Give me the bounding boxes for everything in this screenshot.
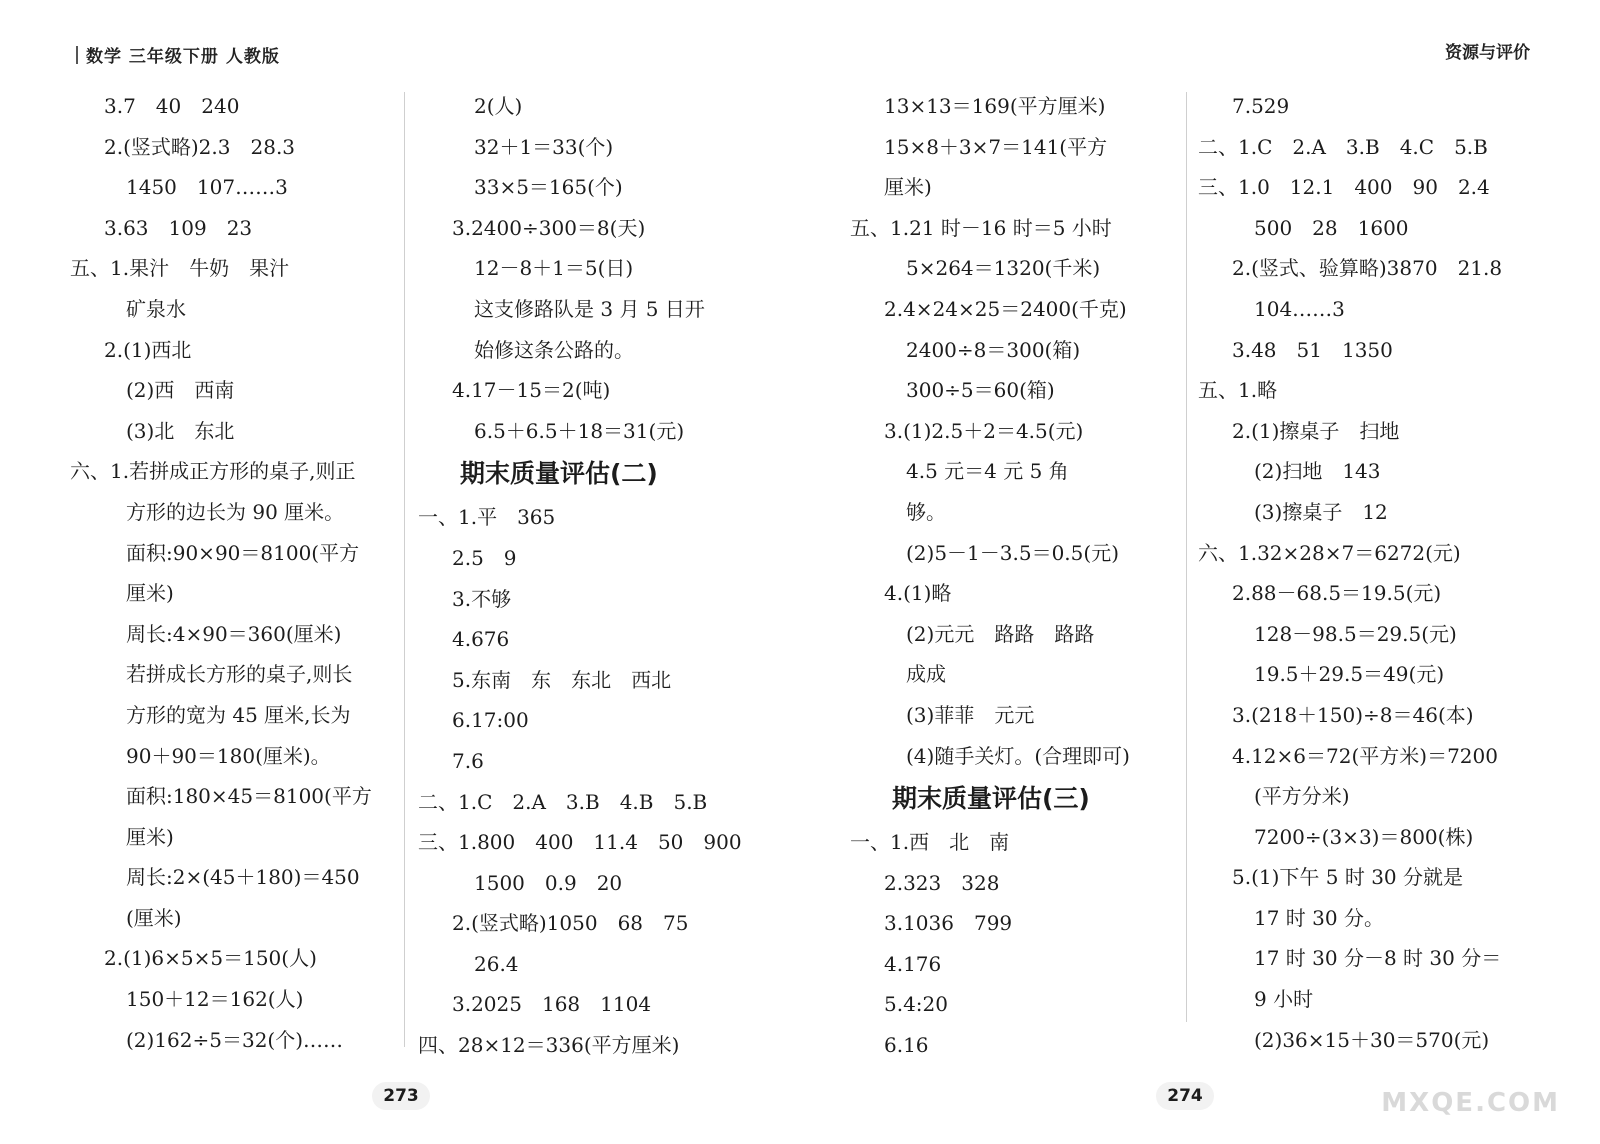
answer-line: (2)5－1－3.5＝0.5(元): [906, 540, 1119, 565]
answer-line: (4)随手关灯。(合理即可): [906, 743, 1130, 768]
answer-line: 2.(竖式略)1050 68 75: [452, 911, 689, 936]
column-divider: [1186, 92, 1187, 1022]
answer-line: 一、1.西 北 南: [850, 830, 1010, 855]
answer-line: 5.东南 东 东北 西北: [452, 667, 672, 692]
answer-line: (厘米): [126, 905, 182, 930]
answer-line: (平方分米): [1254, 784, 1350, 809]
answer-line: 周长:4×90＝360(厘米): [126, 621, 342, 646]
answer-line: 2.5 9: [452, 545, 517, 570]
answer-line: 五、1.果汁 牛奶 果汁: [70, 256, 290, 281]
answer-line: 9 小时: [1254, 987, 1314, 1012]
answer-line: 2.4×24×25＝2400(千克): [884, 296, 1127, 321]
answer-line: 17 时 30 分－8 时 30 分＝: [1254, 946, 1502, 971]
answer-line: 方形的边长为 90 厘米。: [126, 499, 345, 524]
answer-line: 三、1.0 12.1 400 90 2.4: [1198, 175, 1490, 200]
column-divider: [404, 92, 405, 1047]
answer-line: 7.529: [1232, 94, 1290, 118]
answer-column-4: [1198, 86, 1558, 1060]
answer-line: 6.5＋6.5＋18＝31(元): [474, 418, 685, 443]
answer-line: 矿泉水: [126, 296, 186, 321]
answer-line: 始修这条公路的。: [474, 337, 634, 362]
answer-line: 6.17:00: [452, 708, 529, 733]
header-bar: [76, 46, 78, 64]
answer-line: 3.2400÷300＝8(天): [452, 215, 646, 240]
watermark: MXQE.COM: [1381, 1088, 1560, 1118]
answer-column-3: [850, 86, 1180, 1066]
answer-line: 300÷5＝60(箱): [906, 378, 1055, 403]
answer-line: 150＋12＝162(人): [126, 987, 304, 1012]
answer-line: 厘米): [126, 581, 174, 606]
answer-line: 五、1.略: [1198, 378, 1278, 403]
answer-line: 2400÷8＝300(箱): [906, 337, 1081, 362]
answer-line: 15×8＋3×7＝141(平方: [884, 134, 1108, 159]
answer-line: 17 时 30 分。: [1254, 905, 1384, 930]
answer-line: 若拼成长方形的桌子,则长: [126, 662, 353, 687]
page-number-right: 274: [1156, 1082, 1214, 1110]
section-title: 期末质量评估(三): [892, 784, 1090, 814]
page-number-left: 273: [372, 1082, 430, 1110]
answer-line: 2.323 328: [884, 870, 1000, 895]
answer-line: (2)扫地 143: [1254, 459, 1381, 484]
answer-line: 7.6: [452, 748, 484, 773]
answer-line: 四、28×12＝336(平方厘米): [418, 1033, 680, 1058]
answer-line: (2)162÷5＝32(个)……: [126, 1027, 344, 1052]
answer-line: 2.(竖式略)2.3 28.3: [104, 134, 296, 159]
answer-line: (2)36×15＋30＝570(元): [1254, 1027, 1490, 1052]
answer-line: 够。: [906, 499, 946, 524]
answer-line: (3)擦桌子 12: [1254, 499, 1388, 524]
answer-line: 32＋1＝33(个): [474, 134, 614, 159]
answer-line: 六、1.32×28×7＝6272(元): [1198, 540, 1461, 565]
answer-column-1: [70, 86, 400, 1060]
answer-column-2: [418, 86, 758, 1066]
answer-line: 2(人): [474, 94, 523, 118]
right-page: [800, 0, 1600, 1144]
answer-line: 104……3: [1254, 296, 1345, 321]
answer-line: 13×13＝169(平方厘米): [884, 94, 1106, 118]
answer-line: 3.1036 799: [884, 911, 1013, 936]
right-header-title: 资源与评价: [1445, 43, 1530, 63]
answer-line: (2)元元 路路 路路: [906, 621, 1095, 646]
answer-line: 19.5＋29.5＝49(元): [1254, 662, 1445, 687]
answer-line: (2)西 西南: [126, 378, 235, 403]
answer-line: 2.(竖式、验算略)3870 21.8: [1232, 256, 1503, 281]
answer-line: 3.(1)2.5＋2＝4.5(元): [884, 418, 1084, 443]
answer-line: 2.(1)6×5×5＝150(人): [104, 946, 317, 971]
answer-line: 128－98.5＝29.5(元): [1254, 621, 1457, 646]
answer-line: 周长:2×(45＋180)＝450: [126, 865, 360, 890]
answer-line: 4.676: [452, 627, 510, 652]
answer-line: 6.16: [884, 1033, 929, 1058]
answer-line: 方形的宽为 45 厘米,长为: [126, 702, 351, 727]
answer-line: 4.(1)略: [884, 581, 952, 606]
answer-line: 3.7 40 240: [104, 94, 240, 118]
answer-line: 二、1.C 2.A 3.B 4.C 5.B: [1198, 134, 1488, 159]
answer-line: 4.12×6＝72(平方米)＝7200: [1232, 743, 1498, 768]
answer-line: 3.不够: [452, 586, 512, 611]
answer-line: 7200÷(3×3)＝800(株): [1254, 824, 1474, 849]
answer-line: (3)菲菲 元元: [906, 702, 1035, 727]
answer-line: 26.4: [474, 951, 519, 976]
answer-line: 五、1.21 时－16 时＝5 小时: [850, 215, 1112, 240]
answer-line: 90＋90＝180(厘米)。: [126, 743, 331, 768]
answer-line: 5.(1)下午 5 时 30 分就是: [1232, 865, 1464, 890]
answer-line: 三、1.800 400 11.4 50 900: [418, 830, 742, 855]
answer-line: 3.48 51 1350: [1232, 337, 1393, 362]
answer-line: 1500 0.9 20: [474, 870, 623, 895]
answer-line: 面积:90×90＝8100(平方: [126, 540, 360, 565]
answer-line: 4.5 元＝4 元 5 角: [906, 459, 1069, 484]
answer-line: 5×264＝1320(千米): [906, 256, 1101, 281]
answer-line: 3.63 109 23: [104, 215, 253, 240]
answer-line: 面积:180×45＝8100(平方: [126, 784, 372, 809]
answer-line: 厘米): [126, 824, 174, 849]
answer-line: 500 28 1600: [1254, 215, 1409, 240]
answer-line: 六、1.若拼成正方形的桌子,则正: [70, 459, 356, 484]
answer-line: 二、1.C 2.A 3.B 4.B 5.B: [418, 789, 708, 814]
answer-line: 厘米): [884, 175, 932, 200]
answer-line: 33×5＝165(个): [474, 175, 623, 200]
answer-line: 3.(218＋150)÷8＝46(本): [1232, 702, 1474, 727]
answer-line: 2.(1)西北: [104, 337, 192, 362]
answer-line: 3.2025 168 1104: [452, 992, 652, 1017]
answer-line: (3)北 东北: [126, 418, 235, 443]
answer-line: 一、1.平 365: [418, 505, 556, 530]
answer-line: 2.(1)擦桌子 扫地: [1232, 418, 1400, 443]
left-header-title: 数学 三年级下册 人教版: [86, 47, 280, 67]
answer-line: 这支修路队是 3 月 5 日开: [474, 296, 705, 321]
answer-line: 5.4:20: [884, 992, 948, 1017]
answer-line: 2.88－68.5＝19.5(元): [1232, 581, 1442, 606]
answer-line: 12－8＋1＝5(日): [474, 256, 634, 281]
answer-line: 4.176: [884, 951, 942, 976]
answer-line: 4.17－15＝2(吨): [452, 378, 611, 403]
answer-line: 1450 107……3: [126, 175, 288, 200]
section-title: 期末质量评估(二): [460, 459, 658, 489]
answer-line: 成成: [906, 662, 946, 687]
